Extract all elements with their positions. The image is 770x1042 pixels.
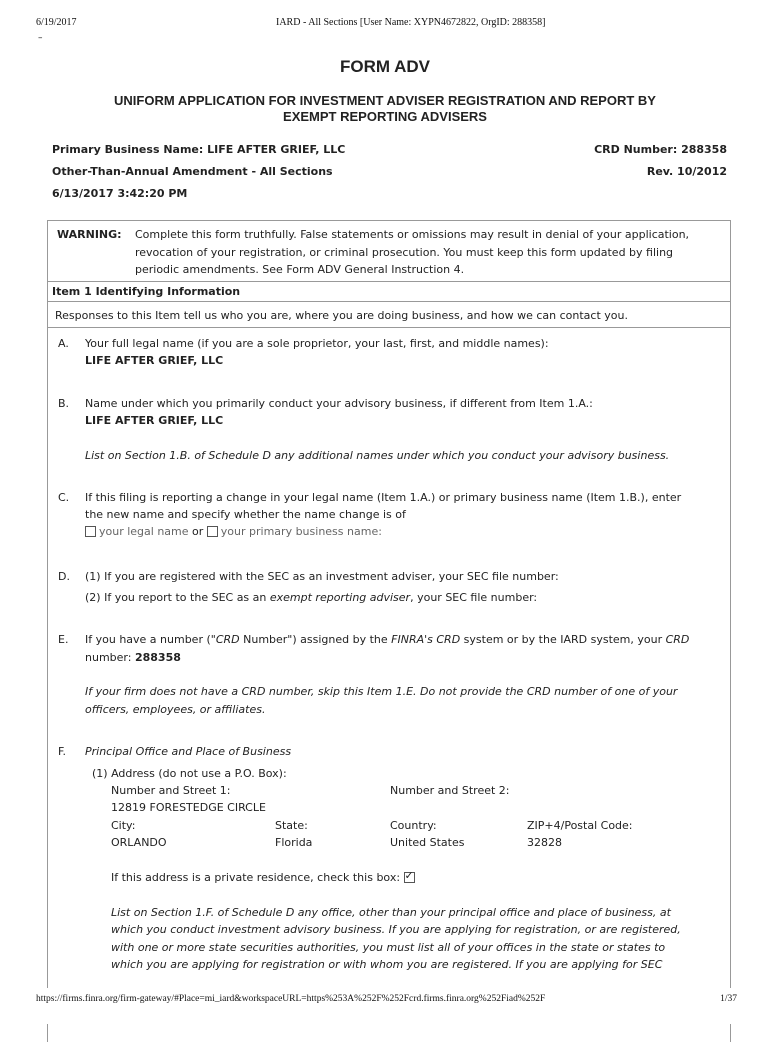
item1-intro: Responses to this Item tell us who you are, where you are doing business, and how we can contact you.	[55, 309, 628, 322]
crd-number: CRD Number: 288358	[594, 143, 727, 156]
item-a-letter: A.	[58, 337, 69, 350]
warning-label: WARNING:	[57, 228, 122, 241]
warning-line3: periodic amendments. See Form ADV General Instruction 4.	[135, 263, 465, 276]
item-e-text-f: CRD	[665, 633, 690, 646]
or-label: or	[192, 525, 204, 538]
private-residence-row	[111, 871, 418, 884]
city-value: ORLANDO	[111, 836, 167, 849]
item-d-letter: D.	[58, 570, 70, 583]
street1-value: 12819 FORESTEDGE CIRCLE	[111, 801, 266, 814]
legal-name-option-label: your legal name	[99, 525, 189, 538]
legal-name-checkbox[interactable]	[85, 526, 96, 537]
print-dash: –	[38, 33, 43, 43]
item-c-options	[85, 525, 382, 538]
item-f-note4: which you are applying for registration or with whom you are registered. If you are applying for SEC	[111, 958, 663, 971]
item-f-note2: which you conduct investment advisory business. If you are applying for registration, or are registered,	[111, 923, 681, 936]
item-e-text-d: FINRA's CRD	[391, 633, 461, 646]
item-b-letter: B.	[58, 397, 70, 410]
form-revision: Rev. 10/2012	[646, 165, 727, 178]
item-e-line2	[85, 651, 181, 664]
item-a-question: Your full legal name (if you are a sole proprietor, your last, first, and middle names):	[85, 337, 549, 350]
print-title: IARD - All Sections [User Name: XYPN4672822, OrgID: 288358]	[276, 17, 546, 28]
item-f-letter: F.	[58, 745, 67, 758]
item-c-letter: C.	[58, 491, 70, 504]
item-d-line2-italic: exempt reporting adviser	[269, 591, 411, 604]
amendment-type: Other-Than-Annual Amendment - All Sections	[52, 165, 333, 178]
street2-label: Number and Street 2:	[390, 784, 510, 797]
filing-timestamp: 6/13/2017 3:42:20 PM	[52, 187, 188, 200]
form-subtitle-line2: EXEMPT REPORTING ADVISERS	[283, 109, 487, 124]
country-label: Country:	[390, 819, 437, 832]
item-e-text-b: CRD	[215, 633, 240, 646]
zip-value: 32828	[527, 836, 562, 849]
city-label: City:	[111, 819, 136, 832]
item-e-number-value: 288358	[134, 651, 181, 664]
item-c-line2: the new name and specify whether the name change is of	[85, 508, 406, 521]
item-b-question: Name under which you primarily conduct your advisory business, if different from Item 1.A.:	[85, 397, 593, 410]
private-residence-label: If this address is a private residence, check this box:	[111, 871, 401, 884]
item-e-line1	[85, 633, 689, 646]
street1-label: Number and Street 1:	[111, 784, 231, 797]
item-e-text-c: Number") assigned by the	[239, 633, 392, 646]
item-f-note1: List on Section 1.F. of Schedule D any office, other than your principal office and place of business, at	[111, 906, 671, 919]
item-f-sub1: (1) Address (do not use a P.O. Box):	[92, 767, 287, 780]
footer-url: https://firms.finra.org/firm-gateway/#Place=mi_iard&workspaceURL=https%253A%252F%252Fcrd.firms.finra.org%252Fiad%252F	[36, 994, 546, 1004]
business-name-checkbox[interactable]	[207, 526, 218, 537]
print-date: 6/19/2017	[36, 17, 77, 28]
private-residence-checkbox[interactable]	[404, 872, 415, 883]
item-b-note: List on Section 1.B. of Schedule D any additional names under which you conduct your advisory business.	[85, 449, 670, 462]
zip-label: ZIP+4/Postal Code:	[527, 819, 633, 832]
warning-line1: Complete this form truthfully. False statements or omissions may result in denial of your application,	[135, 228, 690, 241]
item-d-line2-pre: (2) If you report to the SEC as an	[85, 591, 270, 604]
item-e-number-label: number:	[85, 651, 135, 664]
item-c-line1: If this filing is reporting a change in your legal name (Item 1.A.) or primary business name (Item 1.B.), enter	[85, 491, 682, 504]
business-name-option-label: your primary business name:	[220, 525, 382, 538]
form-subtitle-line1: UNIFORM APPLICATION FOR INVESTMENT ADVISER REGISTRATION AND REPORT BY	[114, 93, 656, 108]
item-e-letter: E.	[58, 633, 69, 646]
state-label: State:	[275, 819, 308, 832]
item1-divider	[47, 327, 730, 328]
item-e-text-e: system or by the IARD system, your	[460, 633, 666, 646]
item1-heading: Item 1 Identifying Information	[52, 285, 241, 298]
business-name: Primary Business Name: LIFE AFTER GRIEF, LLC	[52, 143, 346, 156]
item-f-heading: Principal Office and Place of Business	[85, 745, 292, 758]
item-d-line1: (1) If you are registered with the SEC as an investment adviser, your SEC file number:	[85, 570, 559, 583]
item-d-line2	[85, 591, 537, 604]
country-value: United States	[390, 836, 465, 849]
footer-page-number: 1/37	[720, 994, 737, 1004]
item-f-note3: with one or more state securities authorities, you must list all of your offices in the state or states to	[111, 941, 666, 954]
warning-line2: revocation of your registration, or criminal prosecution. You must keep this form updated by filing	[135, 246, 674, 259]
item-e-note1: If your firm does not have a CRD number, skip this Item 1.E. Do not provide the CRD number of one of your	[85, 685, 678, 698]
form-title: FORM ADV	[339, 57, 431, 76]
item-e-note2: officers, employees, or affiliates.	[85, 703, 266, 716]
state-value: Florida	[275, 836, 313, 849]
item-d-line2-post: , your SEC file number:	[410, 591, 538, 604]
item-a-answer: LIFE AFTER GRIEF, LLC	[85, 354, 224, 367]
item-e-text-a: If you have a number ("	[85, 633, 216, 646]
item-b-answer: LIFE AFTER GRIEF, LLC	[85, 414, 224, 427]
